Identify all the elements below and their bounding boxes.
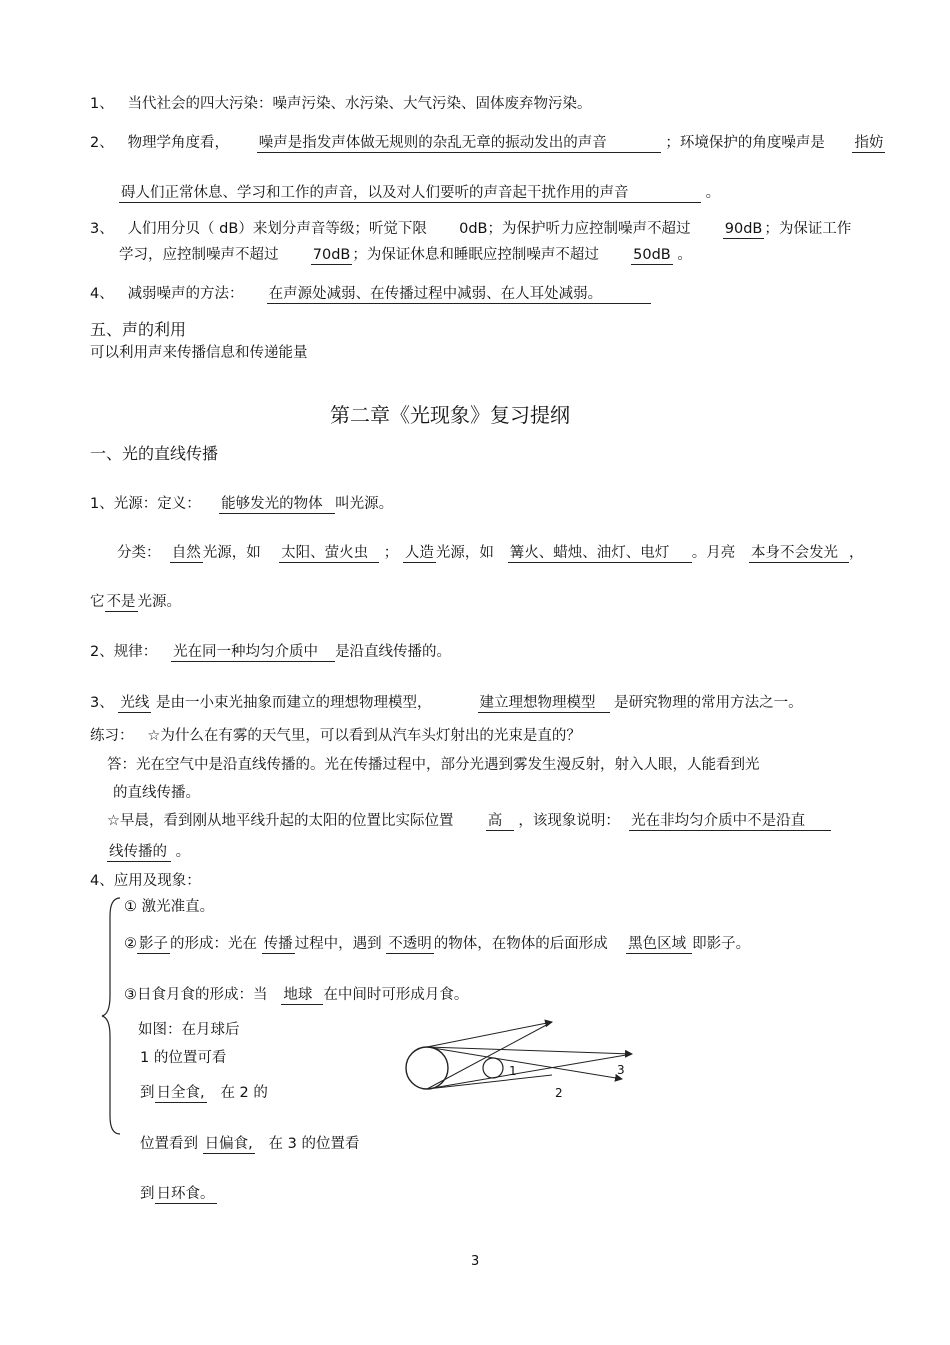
- item-text: ；为保护听力应控制噪声不超过: [487, 221, 691, 237]
- answer-blank: 太阳、萤火虫: [279, 544, 379, 563]
- item-text: 在 3 的位置看: [268, 1136, 360, 1152]
- practice-question-2: [107, 811, 831, 831]
- item-text: 到: [140, 1085, 155, 1101]
- ray-line: [427, 1022, 552, 1047]
- ray-line: [427, 1022, 552, 1089]
- item-number: 4、: [90, 873, 114, 889]
- answer-blank: 黑色区域: [626, 935, 692, 954]
- answer: 0dB: [459, 221, 488, 237]
- item-text: 位置看到: [140, 1136, 198, 1152]
- answer-blank: 50dB: [633, 247, 671, 263]
- answer-blank: 不是: [106, 594, 136, 610]
- item-text: ③日食月食的形成：当: [124, 987, 268, 1003]
- item-text: 光源，如: [202, 545, 261, 561]
- item-text: 到: [140, 1186, 155, 1202]
- item-number: 2、: [90, 644, 114, 660]
- punct: 。: [175, 844, 191, 860]
- answer-blank: 能够发光的物体: [219, 495, 335, 514]
- answer-blank: 在声源处减弱、在传播过程中减弱、在人耳处减弱。: [267, 285, 651, 304]
- noise-item-1: [90, 94, 592, 114]
- noise-item-2: [90, 133, 885, 153]
- light-item-1-moon: [90, 592, 181, 612]
- item-text: 过程中，遇到: [294, 936, 382, 952]
- item-text: ；环境保护的角度噪声是: [665, 135, 825, 151]
- item-text: 光源。: [137, 594, 181, 610]
- punct: 。: [677, 247, 692, 263]
- light-item-3: [90, 693, 803, 713]
- label-3: 3: [617, 1063, 625, 1077]
- item-text: 光源，如: [435, 545, 494, 561]
- moon-circle: [483, 1058, 503, 1078]
- item-text: 的形成：光在: [170, 936, 257, 952]
- question-text: ☆早晨，看到刚从地平线升起的太阳的位置比实际位置: [107, 813, 454, 829]
- application-3: [124, 985, 468, 1005]
- answer-blank: 光在非均匀介质中不是沿直: [629, 812, 831, 831]
- practice-answer-cont: 的直线传播。: [113, 785, 200, 801]
- answer-blank: 光线: [120, 695, 150, 711]
- application-2: [124, 934, 750, 954]
- answer-blank: 自然: [171, 545, 201, 561]
- item-text: 的物体，在物体的后面形成: [433, 936, 608, 952]
- item-text: ；为保证休息和睡眠应控制噪声不超过: [352, 247, 599, 263]
- ray-line: [427, 1047, 622, 1079]
- item-text: ；为保证工作: [764, 221, 852, 237]
- item-text: 。月亮: [691, 545, 736, 561]
- question-text: ☆为什么在有雾的天气里，可以看到从汽车头灯射出的光束是直的？: [147, 728, 581, 744]
- item-number: 3、: [90, 221, 114, 237]
- eclipse-diagram: [400, 1015, 650, 1125]
- answer-blank: 高: [486, 812, 514, 831]
- section-5-text: 可以利用声来传播信息和传递能量: [90, 345, 308, 361]
- ray-line: [427, 1054, 632, 1089]
- answer-blank: 建立理想物理模型: [478, 694, 610, 713]
- item-text: 应用及现象：: [113, 873, 201, 889]
- page-number: 3: [471, 1254, 480, 1269]
- item-text: 当代社会的四大污染：噪声污染、水污染、大气污染、固体废弃物污染。: [127, 96, 592, 112]
- practice-question-2-cont: [107, 842, 190, 862]
- item-text: 即影子。: [692, 936, 751, 952]
- answer-blank: 篝火、蜡烛、油灯、电灯: [508, 544, 692, 563]
- answer-blank: 碍人们正常休息、学习和工作的声音，以及对人们要听的声音起干扰作用的声音: [119, 184, 701, 203]
- item-text: 在中间时可形成月食。: [323, 987, 469, 1003]
- noise-item-3: [90, 219, 851, 239]
- light-item-1-classify: [117, 543, 864, 563]
- answer-blank: 噪声是指发声体做无规则的杂乱无章的振动发出的声音: [257, 134, 661, 153]
- answer-blank: 指妨: [854, 135, 884, 151]
- practice-answer: 答：光在空气中是沿直线传播的。光在传播过程中，部分光遇到雾发生漫反射，射入人眼，人能看到光: [107, 757, 760, 773]
- item-text: 是研究物理的常用方法之一。: [614, 695, 803, 711]
- chapter-title: 第二章《光现象》复习提纲: [330, 403, 570, 427]
- practice-label: 练习：: [90, 728, 134, 744]
- light-item-2: [90, 642, 451, 662]
- item-text: 是由一小束光抽象而建立的理想物理模型，: [155, 695, 432, 711]
- answer-blank: 日偏食,: [204, 1136, 253, 1152]
- noise-item-4: [90, 284, 651, 304]
- item-text: ，: [849, 545, 864, 561]
- item-text: ；: [383, 545, 399, 561]
- section-heading-1: 一、光的直线传播: [90, 444, 219, 463]
- answer-blank: 90dB: [724, 221, 763, 237]
- eclipse-text-2: 1 的位置可看: [140, 1050, 227, 1066]
- item-text: 规律：: [113, 644, 158, 660]
- practice-question: [90, 726, 581, 746]
- answer-blank: 线传播的: [107, 843, 171, 862]
- item-text: 分类：: [117, 545, 161, 561]
- item-number: 2、: [90, 135, 114, 151]
- eclipse-text-5: [140, 1184, 217, 1204]
- item-text: 人们用分贝（: [127, 221, 215, 237]
- answer-blank: 人造: [404, 545, 434, 561]
- item-text: 光源：定义：: [113, 496, 201, 512]
- light-item-4: [90, 871, 201, 891]
- item-text: ②: [124, 936, 137, 952]
- item-text: 减弱噪声的方法：: [127, 286, 244, 302]
- label-2: 2: [555, 1086, 563, 1100]
- eclipse-text-3: [140, 1083, 268, 1103]
- answer-blank: 传播: [263, 936, 293, 952]
- item-number: 3、: [90, 695, 114, 711]
- unit: dB: [219, 221, 239, 237]
- eclipse-text-4: [140, 1134, 360, 1154]
- curly-brace-icon: [100, 896, 122, 1136]
- item-text: 在 2 的: [220, 1085, 268, 1101]
- application-1: ① 激光准直。: [124, 899, 215, 915]
- item-number: 1、: [90, 496, 114, 512]
- item-text: ）来划分声音等级；听觉下限: [238, 221, 427, 237]
- answer-blank: 不透明: [388, 936, 432, 952]
- answer-blank: 70dB: [312, 247, 351, 263]
- item-text: 物理学角度看，: [127, 135, 230, 151]
- answer-blank: 日全食,: [156, 1085, 205, 1101]
- punct: 。: [705, 185, 721, 201]
- item-number: 1、: [90, 96, 114, 112]
- item-text: ，该现象说明：: [518, 813, 620, 829]
- noise-item-3-cont: [119, 245, 692, 265]
- noise-item-2-cont: [119, 183, 720, 203]
- item-text: 学习，应控制噪声不超过: [119, 247, 279, 263]
- ray-line: [427, 1047, 632, 1054]
- item-number: 4、: [90, 286, 114, 302]
- light-item-1: [90, 494, 393, 514]
- item-text: 是沿直线传播的。: [335, 644, 452, 660]
- eclipse-text-1: 如图：在月球后: [138, 1022, 240, 1038]
- sun-circle: [406, 1047, 448, 1089]
- answer-blank: 光在同一种均匀介质中: [171, 643, 335, 662]
- label-1: 1: [509, 1064, 517, 1078]
- answer-blank: 本身不会发光: [749, 544, 849, 563]
- section-heading-5: 五、声的利用: [90, 320, 187, 339]
- item-text: 它: [90, 594, 105, 610]
- answer-blank: 地球: [281, 986, 323, 1005]
- item-text: 叫光源。: [335, 496, 394, 512]
- answer-blank: 日环食。: [156, 1186, 215, 1202]
- answer-blank: 影子: [139, 936, 168, 952]
